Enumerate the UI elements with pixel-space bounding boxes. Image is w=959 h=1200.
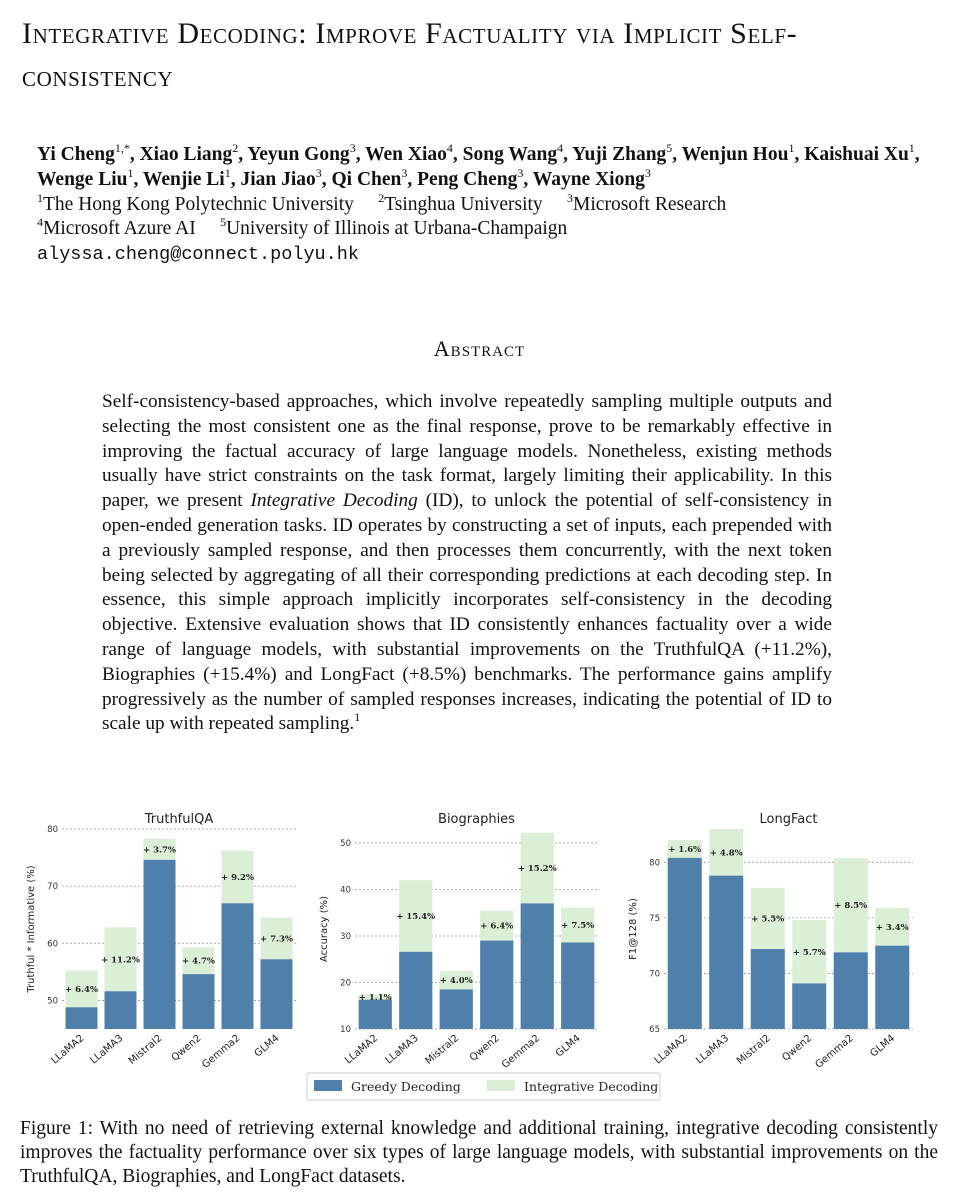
abstract-text-part1: Self-consistency-based approaches, which involve repeatedly sampling multiple outputs and selecting the most consistent one as the final response, prove to be remarkably effective in improving the factual accuracy of large language models. Nonetheless, existing methods usually have strict constraints on the task format, largely limiting their applicability. In this paper, we present — [102, 391, 832, 512]
y-tick-label: 10 — [340, 1025, 351, 1035]
affiliation-mark: 3 — [567, 191, 574, 205]
affiliation-name: The Hong Kong Polytechnic University — [43, 194, 354, 215]
author-name: Wenge Liu — [37, 169, 128, 190]
bar-greedy — [399, 952, 432, 1029]
author-name: Xiao Liang — [139, 144, 233, 165]
footnote-marker: 1 — [354, 710, 361, 725]
bar-gain-label: + 4.0% — [439, 976, 473, 987]
bar-gain-label: + 15.4% — [396, 911, 436, 922]
contact-email: alyssa.cheng@connect.polyu.hk — [37, 244, 359, 265]
abstract-text-part2: (ID), to unlock the potential of self-consistency in open-ended generation tasks. ID operates by constructing a set of inputs, each prepended with a previously sampled response, and then processes them concurrently, with the next token being selected by aggregating of all their corresponding predictions at each decoding step. In essence, this simple approach implicitly incorporates self-consistency in the decoding objective. Extensive evaluation shows that ID consistently enhances factuality over a wide range of language models, with substantial improvements on the TruthfulQA (+11.2%), Biographies (+15.4%) and LongFact (+8.5%) benchmarks. The performance gains amplify progressively as the number of sampled responses increases, indicating the potential of ID to scale up with repeated sampling. — [102, 490, 832, 735]
y-tick-label: 80 — [47, 825, 58, 835]
y-tick-label: 50 — [340, 838, 351, 849]
y-axis-label: F1@128 (%) — [628, 898, 639, 960]
abstract-heading: Abstract — [433, 336, 526, 361]
legend-swatch-greedy — [314, 1080, 342, 1091]
chart-title: Biographies — [438, 812, 515, 827]
x-tick-label: Gemma2 — [200, 1032, 243, 1071]
bar-greedy — [875, 946, 909, 1029]
bar-gain-label: + 6.4% — [65, 985, 98, 995]
affiliation-list — [37, 193, 942, 241]
x-tick-label: Qwen2 — [169, 1032, 204, 1064]
bar-gain-label: + 8.5% — [834, 901, 868, 912]
y-tick-label: 75 — [649, 913, 660, 924]
author-affiliation-mark: 4 — [446, 141, 453, 155]
author-list: Yi Cheng$^{1,*}$, Xiao Liang$^2$, Yeyun Gong$^3$, Wen Xiao$^4$, Song Wang$^4$, Yuji Zhang$^5$, Wenjun Hou$^1$, Kaishuai Xu$^1$, Wenge Liu$^1$, Wenjie Li$^1$, Jian Jiao$^3$, Qi Chen$^3$, Peng Cheng$^3$, Wayne Xiong$^3$ — [37, 141, 920, 190]
author-name: Peng Cheng — [417, 169, 518, 190]
bar-greedy — [751, 949, 785, 1029]
paper-title: Integrative Decoding: Improve Factuality via Implicit Self-consistency — [22, 17, 798, 93]
bar-gain-label: + 1.1% — [358, 993, 392, 1004]
x-tick-label: Gemma2 — [499, 1032, 543, 1071]
method-name: Integrative Decoding — [250, 490, 418, 512]
bar-gain-label: + 6.4% — [480, 921, 514, 932]
x-tick-label: LLaMA3 — [694, 1032, 732, 1067]
author-affiliation-mark: 3 — [644, 166, 651, 180]
bar-greedy — [561, 942, 594, 1029]
author-affiliation-mark: 3 — [349, 141, 356, 155]
author-affiliation-mark: 5 — [666, 141, 673, 155]
chart-biographies — [319, 812, 598, 1071]
bar-gain-label: + 9.2% — [221, 873, 254, 883]
figure-1-charts — [0, 800, 959, 1110]
affiliation-name: Microsoft Azure AI — [43, 218, 196, 239]
author-name: Yuji Zhang — [572, 144, 667, 165]
author-name: Qi Chen — [331, 169, 402, 190]
bar-gain-label: + 15.2% — [517, 864, 557, 875]
bar-gain-label: + 5.7% — [792, 947, 826, 958]
affiliation-mark: 2 — [378, 191, 385, 205]
x-tick-label: GLM4 — [868, 1032, 898, 1060]
author-affiliation-mark: 3 — [315, 166, 322, 180]
author-affiliation-mark: 4 — [557, 141, 564, 155]
bar-greedy — [261, 959, 293, 1029]
bar-greedy — [521, 903, 554, 1029]
x-tick-label: LLaMA2 — [343, 1032, 381, 1067]
author-name: Kaishuai Xu — [804, 144, 909, 165]
chart-title: LongFact — [759, 812, 818, 827]
y-tick-label: 30 — [340, 931, 351, 942]
bar-gain-label: + 7.5% — [561, 921, 595, 932]
bar-greedy — [480, 941, 513, 1029]
affiliation-mark: 4 — [37, 215, 43, 229]
x-tick-label: LLaMA3 — [88, 1032, 126, 1067]
author-name: Wayne Xiong — [532, 169, 645, 190]
bar-greedy — [834, 952, 868, 1029]
bar-greedy — [792, 983, 826, 1029]
bar-greedy — [709, 876, 743, 1029]
x-tick-label: Mistral2 — [735, 1032, 773, 1067]
bar-greedy — [668, 858, 702, 1029]
x-tick-label: LLaMA2 — [652, 1032, 690, 1067]
affiliation-name: Tsinghua University — [384, 194, 543, 215]
y-tick-label: 60 — [47, 939, 58, 950]
abstract-text — [102, 390, 832, 737]
affiliation-mark: 5 — [220, 215, 227, 229]
bar-gain-label: + 7.3% — [260, 934, 293, 945]
bar-greedy — [183, 974, 215, 1029]
bar-gain-label: + 5.5% — [751, 914, 785, 925]
y-tick-label: 40 — [340, 885, 351, 896]
bar-gain-label: + 11.2% — [101, 955, 140, 966]
bar-greedy — [105, 991, 137, 1029]
x-tick-label: Qwen2 — [467, 1032, 502, 1064]
author-name: Yeyun Gong — [247, 144, 350, 165]
x-tick-label: Mistral2 — [126, 1032, 165, 1067]
author-affiliation-mark: 3 — [401, 166, 408, 180]
bar-greedy — [222, 903, 254, 1029]
bar-gain-label: + 3.4% — [875, 922, 909, 933]
author-name: Yi Cheng — [37, 144, 115, 165]
author-affiliation-mark: 1 — [224, 166, 231, 180]
x-tick-label: Qwen2 — [780, 1032, 815, 1064]
author-affiliation-mark: 1 — [908, 141, 915, 155]
bar-greedy — [440, 989, 473, 1029]
chart-title: TruthfulQA — [144, 812, 214, 827]
y-axis-label: Accuracy (%) — [319, 895, 330, 963]
author-affiliation-mark: 3 — [517, 166, 524, 180]
chart-truthfulqa — [26, 812, 296, 1071]
affiliation-name: Microsoft Research — [573, 194, 727, 215]
chart-longfact — [628, 812, 913, 1071]
author-name: Song Wang — [462, 144, 558, 165]
x-tick-label: Gemma2 — [813, 1032, 856, 1071]
author-affiliation-mark: 1,* — [114, 141, 130, 155]
x-tick-label: LLaMA2 — [49, 1032, 87, 1067]
bar-gain-label: + 3.7% — [143, 845, 176, 856]
affiliation-mark: 1 — [37, 191, 43, 205]
author-affiliation-mark: 2 — [232, 141, 239, 155]
y-tick-label: 80 — [649, 858, 660, 869]
affiliation-name: University of Illinois at Urbana-Champaign — [226, 218, 568, 239]
author-name: Wenjun Hou — [681, 144, 789, 165]
x-tick-label: GLM4 — [553, 1032, 583, 1060]
y-tick-label: 50 — [47, 996, 58, 1007]
y-tick-label: 20 — [340, 978, 351, 989]
y-tick-label: 70 — [649, 969, 660, 980]
y-tick-label: 70 — [47, 882, 58, 893]
x-tick-label: GLM4 — [252, 1032, 282, 1060]
figure-caption: Figure 1: With no need of retrieving external knowledge and additional training, integrative decoding consistently improves the factuality performance over six types of large language models, with substantial improvements on the TruthfulQA, Biographies, and LongFact datasets. — [20, 1118, 938, 1187]
author-affiliation-mark: 1 — [127, 166, 134, 180]
author-name: Wen Xiao — [365, 144, 447, 165]
bar-gain-label: + 4.7% — [182, 956, 215, 967]
chart-legend — [307, 1073, 660, 1100]
y-axis-label: Truthful * Informative (%) — [26, 865, 37, 993]
x-tick-label: LLaMA3 — [383, 1032, 421, 1067]
legend-label-integrative: Integrative Decoding — [524, 1079, 659, 1094]
bar-gain-label: + 1.6% — [668, 845, 702, 855]
x-tick-label: Mistral2 — [423, 1032, 462, 1067]
y-tick-label: 65 — [649, 1025, 660, 1035]
author-affiliation-mark: 1 — [788, 141, 795, 155]
bar-gain-label: + 4.8% — [709, 848, 743, 859]
legend-swatch-integrative — [487, 1080, 515, 1091]
legend-label-greedy: Greedy Decoding — [351, 1079, 461, 1094]
author-name: Jian Jiao — [240, 169, 316, 190]
bar-greedy — [144, 860, 176, 1029]
bar-greedy — [359, 1000, 392, 1029]
bar-greedy — [66, 1007, 98, 1029]
author-name: Wenjie Li — [142, 169, 225, 190]
